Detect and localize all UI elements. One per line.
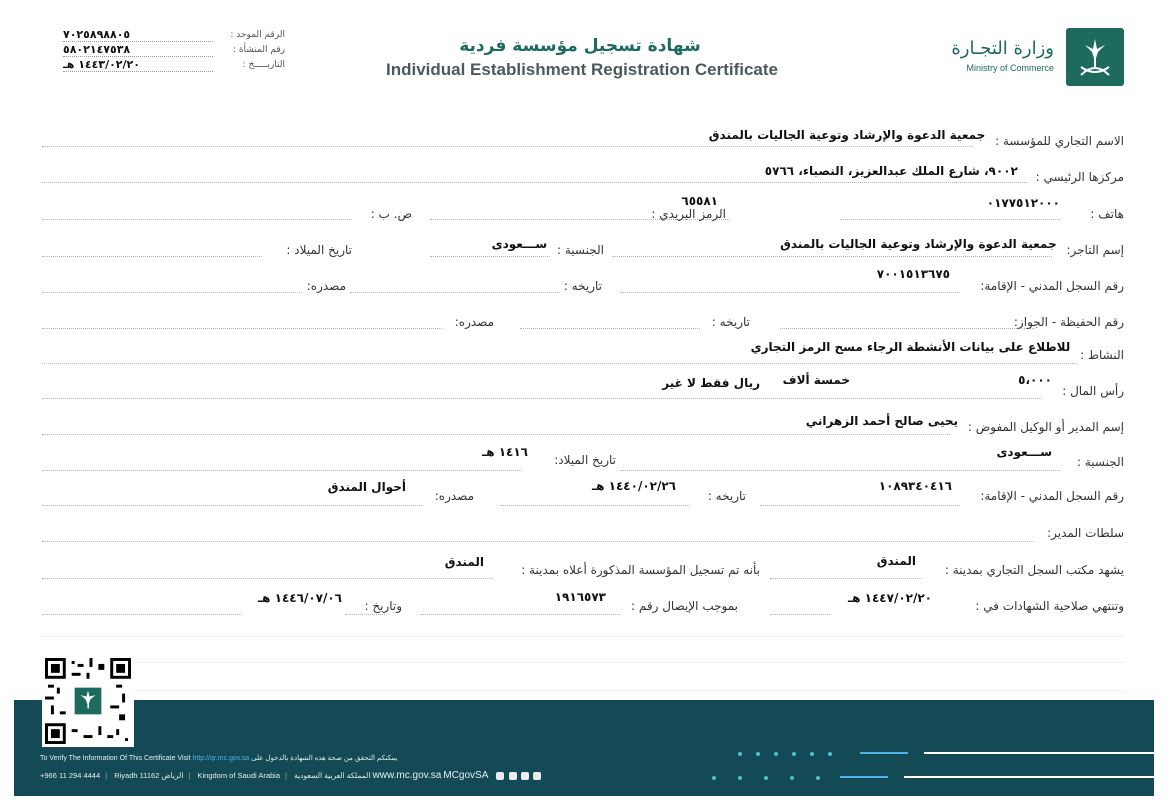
unified-number-value: ٧٠٢٥٨٩٨٨٠٥ <box>63 28 213 42</box>
civil-value-wrap <box>877 267 950 281</box>
dotted-line <box>770 614 830 615</box>
certificate-footer <box>14 700 1154 796</box>
phone-label: هاتف : <box>1090 207 1124 221</box>
dotted-line <box>42 470 522 471</box>
certificate-title-ar: شهادة تسجيل مؤسسة فردية <box>459 36 701 56</box>
mgr-source-value-wrap <box>328 480 406 494</box>
phone-value: ٠١٧٧٥١٢٠٠٠ <box>986 196 1060 210</box>
expiry-label: وتنتهي صلاحية الشهادات في : <box>975 599 1124 613</box>
hq-value: ٩٠٠٢، شارع الملك عبدالعزيز، النصباء، ٥٧٦٦ <box>764 164 1018 178</box>
twitter-icon[interactable] <box>521 772 529 780</box>
mgr-nationality-value: ســـعودى <box>996 445 1052 459</box>
receipt-value-wrap <box>555 590 606 604</box>
contact-bar: +966 11 294 4444 | Riyadh 11162 الرياض | Kingdom of Saudi Arabia | المملكة العربية السعودية www.mc.gov.sa MCgovSA <box>40 770 543 781</box>
manager-label: إسم المدير أو الوكيل المفوض : <box>967 420 1124 434</box>
capital-label: رأس المال : <box>1062 384 1124 398</box>
dotted-line <box>42 328 442 329</box>
dotted-line <box>42 363 1077 364</box>
authority-label: سلطات المدير: <box>1047 526 1124 540</box>
mgr-issue-value-wrap <box>592 479 676 493</box>
passport-date-row <box>712 315 750 329</box>
decor-dot <box>792 752 796 756</box>
mgr-civil-label: رقم السجل المدني - الإقامة: <box>980 489 1124 503</box>
establishment-number-row <box>40 43 285 58</box>
manager-value: يحيى صالح أحمد الزهراني <box>805 414 959 428</box>
decor-dot <box>828 752 832 756</box>
registered-city-value: المندق <box>444 555 484 569</box>
dotted-line <box>42 614 242 615</box>
receipt-date-value-wrap <box>258 591 342 605</box>
mgr-nationality-label: الجنسية : <box>1077 455 1124 469</box>
decor-dot <box>738 752 742 756</box>
passport-row <box>1014 315 1124 329</box>
mgr-source-row <box>435 489 474 503</box>
postal-value: ٦٥٥٨١ <box>681 194 718 208</box>
mgr-source-value: أحوال المندق <box>327 480 406 494</box>
dotted-line <box>760 505 960 506</box>
dotted-line <box>42 256 262 257</box>
passport-label: رقم الحفيظة - الجواز: <box>1013 315 1124 329</box>
dotted-line <box>770 578 922 579</box>
mgr-issue-value: ١٤٤٠/٠٢/٢٦ هـ <box>592 479 676 493</box>
dotted-line <box>42 398 1042 399</box>
receipt-date-row <box>364 599 402 613</box>
civil-row <box>980 279 1124 293</box>
social-icons <box>496 771 542 780</box>
merchant-value: جمعية الدعوة والإرشاد وتوعية الجاليات بالمندق <box>780 237 1057 251</box>
civil-label: رقم السجل المدني - الإقامة: <box>980 279 1124 293</box>
dotted-line <box>42 541 1034 542</box>
decor-line <box>840 776 888 778</box>
passport-date-label: تاريخه : <box>711 315 750 329</box>
issue-date-value: ١٤٤٣/٠٢/٢٠ هـ <box>63 58 213 72</box>
expiry-value-wrap <box>848 591 932 605</box>
certificate-header <box>0 0 1170 110</box>
registered-label: بأنه تم تسجيل المؤسسة المذكورة أعلاه بمدينة : <box>521 563 760 577</box>
pobox-label: ص. ب : <box>370 207 412 221</box>
dotted-line <box>500 505 690 506</box>
nationality-row <box>491 237 604 257</box>
unified-number-row <box>40 28 285 43</box>
mgr-nationality-row <box>1077 455 1124 469</box>
receipt-label: بموجب الإيصال رقم : <box>631 599 738 613</box>
mgr-source-label: مصدره: <box>434 489 474 503</box>
dotted-line <box>350 292 560 293</box>
hq-label: مركزها الرئيسي : <box>1035 170 1124 184</box>
receipt-row <box>631 599 738 613</box>
certificate-title-en: Individual Establishment Registration Certificate <box>385 60 779 79</box>
civil-source-label: مصدره: <box>306 279 346 293</box>
decor-dot <box>764 776 768 780</box>
authority-row <box>1047 526 1124 540</box>
activity-value: للاطلاع على بيانات الأنشطة الرجاء مسح الرمز التجاري <box>750 340 1071 354</box>
decor-dot <box>816 776 820 780</box>
verify-text <box>40 754 397 762</box>
mgr-birth-value: ١٤١٦ هـ <box>482 445 528 459</box>
phone-row <box>1090 207 1124 221</box>
decor-dot <box>790 776 794 780</box>
civil-source-row <box>307 279 346 293</box>
decor-dot <box>810 752 814 756</box>
pobox-row <box>371 207 412 221</box>
hq-row <box>764 164 1124 184</box>
footer-kingdom-ar: المملكة العربية السعودية <box>294 771 371 780</box>
capital-row <box>1062 384 1124 398</box>
dotted-line <box>420 614 620 615</box>
office-city-wrap <box>877 554 916 568</box>
issue-date-row <box>40 58 285 73</box>
capital-value-wrap <box>1018 373 1052 387</box>
receipt-date-label: وتاريخ : <box>364 599 402 613</box>
dotted-line <box>42 505 422 506</box>
receipt-value: ١٩١٦٥٧٣ <box>554 590 606 604</box>
qr-code-icon[interactable] <box>42 655 134 747</box>
merchant-row <box>780 237 1124 257</box>
capital-value: ٥،٠٠٠ <box>1018 373 1052 387</box>
mgr-issue-row <box>708 489 746 503</box>
ministry-name-en: Ministry of Commerce <box>966 63 1054 73</box>
postal-label: الرمز البريدي : <box>651 207 726 221</box>
decor-dot <box>756 752 760 756</box>
faint-line <box>40 662 1125 663</box>
office-label: يشهد مكتب السجل التجاري بمدينة : <box>944 563 1124 577</box>
decor-line <box>924 752 1154 754</box>
trade-name-row <box>708 128 1124 148</box>
capital-currency: ريال فقط لا غير <box>662 376 760 390</box>
mgr-civil-value-wrap <box>879 479 952 493</box>
postal-row <box>651 207 726 221</box>
birth-label: تاريخ الميلاد : <box>286 243 352 257</box>
establishment-number-label: رقم المنشأة : <box>232 45 285 55</box>
footer-riyadh-ar: الرياض <box>161 771 184 780</box>
instagram-icon[interactable] <box>496 772 504 780</box>
dotted-line <box>42 434 950 435</box>
dotted-line <box>42 292 302 293</box>
dotted-line <box>345 614 385 615</box>
footer-kingdom-en: Kingdom of Saudi Arabia <box>197 771 281 780</box>
receipt-date-value: ١٤٤٦/٠٧/٠٦ هـ <box>258 591 342 605</box>
faint-line <box>40 690 1125 691</box>
mgr-issue-label: تاريخه : <box>707 489 746 503</box>
office-city-value: المندق <box>876 554 916 568</box>
facebook-icon[interactable] <box>509 772 517 780</box>
mgr-nationality-value-wrap <box>996 445 1052 459</box>
verify-link[interactable]: http://qr.mc.gov.sa <box>192 755 250 762</box>
postal-value-wrap <box>681 194 718 208</box>
registered-row <box>521 563 760 577</box>
trade-name-label: الاسم التجاري للمؤسسة : <box>995 134 1124 148</box>
footer-social-handle: MCgovSA <box>443 770 489 781</box>
manager-row <box>805 414 1124 434</box>
dotted-line <box>620 470 1060 471</box>
decor-dot <box>712 776 716 780</box>
capital-words: خمسة ألاف <box>782 373 850 387</box>
civil-value: ٧٠٠١٥١٣٦٧٥ <box>876 267 950 281</box>
footer-riyadh-en: Riyadh 11162 <box>114 771 160 780</box>
capital-currency-wrap <box>662 376 760 390</box>
issue-date-label: التاريـــــخ : <box>242 60 285 70</box>
decor-dot <box>774 752 778 756</box>
dotted-line <box>620 292 960 293</box>
birth-row <box>286 243 352 257</box>
expiry-row <box>975 599 1124 613</box>
mgr-birth-row <box>554 453 616 467</box>
footer-website[interactable]: www.mc.gov.sa <box>372 770 442 781</box>
office-row <box>945 563 1124 577</box>
civil-issue-row <box>564 279 602 293</box>
verify-en: To Verify The Information Of This Certificate Visit <box>40 755 191 762</box>
establishment-number-value: ٥٨٠٢١٤٧٥٣٨ <box>63 43 213 57</box>
mgr-birth-value-wrap <box>482 445 528 459</box>
youtube-icon[interactable] <box>533 772 541 780</box>
activity-label: النشاط : <box>1080 348 1124 362</box>
decor-line <box>860 752 908 754</box>
decor-dot <box>738 776 742 780</box>
passport-source-label: مصدره: <box>454 315 494 329</box>
trade-name-value: جمعية الدعوة والإرشاد وتوعية الجاليات بالمندق <box>708 128 986 142</box>
mgr-birth-label: تاريخ الميلاد: <box>554 453 616 467</box>
mgr-civil-row <box>980 489 1124 503</box>
phone-value-wrap <box>987 196 1060 210</box>
registered-city-wrap <box>445 555 484 569</box>
capital-words-wrap <box>783 373 850 387</box>
dotted-line <box>42 578 492 579</box>
unified-number-label: الرقم الموحد : <box>230 30 285 40</box>
decor-line <box>904 776 1154 778</box>
footer-phone: +966 11 294 4444 <box>40 771 101 780</box>
mgr-civil-value: ١٠٨٩٣٤٠٤١٦ <box>878 479 952 493</box>
dotted-line <box>42 219 352 220</box>
activity-row <box>750 340 1124 362</box>
civil-issue-label: تاريخه : <box>563 279 602 293</box>
verify-ar: يمكنكم التحقق من صحة هذه الشهادة بالدخول على <box>251 755 398 762</box>
passport-source-row <box>455 315 494 329</box>
faint-line <box>40 636 1125 637</box>
dotted-line <box>840 219 1060 220</box>
ministry-emblem-icon <box>1066 28 1124 86</box>
nationality-label: الجنسية : <box>557 243 604 257</box>
merchant-label: إسم التاجر: <box>1066 243 1124 257</box>
dotted-line <box>520 328 700 329</box>
nationality-value: ســـعودى <box>491 237 548 251</box>
expiry-value: ١٤٤٧/٠٢/٢٠ هـ <box>848 591 932 605</box>
reference-block <box>40 28 285 73</box>
dotted-line <box>780 328 1035 329</box>
ministry-name-ar: وزارة التجـارة <box>951 38 1054 59</box>
